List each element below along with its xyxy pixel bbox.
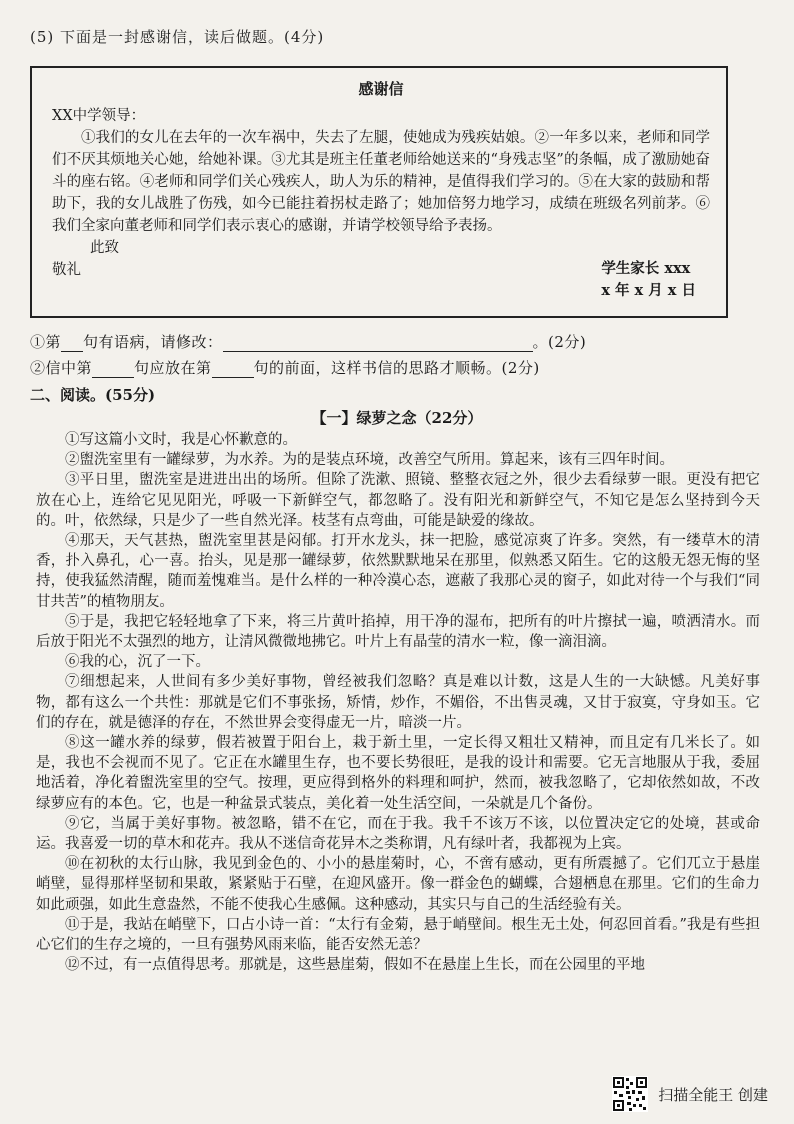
q2-blank-1[interactable] xyxy=(92,361,134,378)
letter-title: 感谢信 xyxy=(358,80,404,98)
question-1 xyxy=(30,331,586,352)
article-paragraph: ⑧这一罐水养的绿萝，假若被置于阳台上，栽于新土里，一定长得又粗壮又精神，而且定有几米长了。如是，我也不会视而不见了。它正在水罐里生存，也不要长势很旺，是我的设计和需要。它无言地服从于我，委屈地活着，净化着盥洗室里的空气。按理，更应得到格外的料理和呵护，然而，被我忽略了，它却依然如故，不改绿萝应有的本色。它，也是一种盆景式装点，美化着一处生活空间，一朵就是几个备份。 xyxy=(36,735,760,812)
article-paragraph: ⑪于是，我站在峭壁下，口占小诗一首：“太行有金菊，悬于峭壁间。根生无土处，何忍回首看。”我是有些担心它们的生存之境的，一旦有强势风雨来临，能否安然无恙？ xyxy=(36,916,760,954)
letter-signature xyxy=(601,258,696,302)
question-instruction: (5) 下面是一封感谢信，读后做题。(4分) xyxy=(30,28,325,46)
q2-blank-2[interactable] xyxy=(212,361,254,378)
article-title: 【一】绿萝之念（22分） xyxy=(311,409,483,427)
letter-box xyxy=(30,66,728,318)
letter-closing-1: 此致 xyxy=(90,240,119,256)
article-paragraph: ⑦细想起来，人世间有多少美好事物，曾经被我们忽略？真是难以计数，这是人生的一大缺憾。凡美好事物，都有这么一个共性：那就是它们不事张扬，矫情，炒作，不媚俗，不出售灵魂，又甘于寂寞，守身如玉。它们的存在，就是德泽的存在，不然世界会变得虚无一片，暗淡一片。 xyxy=(36,674,760,731)
q1-prefix: ①第 xyxy=(30,333,62,351)
q1-score: 。(2分) xyxy=(532,333,587,351)
article-paragraph: ④那天，天气甚热，盥洗室里甚是闷郁。打开水龙头，抹一把脸，感觉凉爽了许多。突然，有一缕草木的清香，扑入鼻孔，心一喜。抬头，见是那一罐绿萝，依然默默地呆在那里，似熟悉又陌生。它的这般无怨无悔的坚持，使我猛然清醒，随而羞愧难当。是什么样的一种冷漠心态，遮蔽了我那心灵的窗子，如此对待一个与我们“同甘共苦”的植物朋友。 xyxy=(36,533,760,610)
article-paragraph: ⑥我的心，沉了一下。 xyxy=(65,654,210,671)
article-paragraph: ③平日里，盥洗室是进进出出的场所。但除了洗漱、照镜、整整衣冠之外，很少去看绿萝一眼。更没有把它放在心上，连给它见见阳光，呼吸一下新鲜空气，都忽略了。没有阳光和新鲜空气，不知它是怎么坚持到今天的。叶，依然绿，只是少了一些自然光泽。枝茎有点弯曲，可能是缺爱的缘故。 xyxy=(36,472,760,529)
scanner-watermark xyxy=(612,1076,768,1112)
letter-signer: 学生家长 xxx xyxy=(601,260,691,277)
section-heading: 二、阅读。(55分) xyxy=(30,386,156,404)
q1-answer-blank[interactable] xyxy=(223,335,533,352)
article-paragraph: ⑤于是，我把它轻轻地拿了下来，将三片黄叶掐掉，用干净的湿布，把所有的叶片擦拭一遍，喷洒清水。而后放于阳光不太强烈的地方，让清风微微地拂它。叶片上有晶莹的清水一粒，像一滴泪滴。 xyxy=(36,613,760,651)
letter-date: x 年 x 月 x 日 xyxy=(601,282,696,299)
q2-suffix: 句的前面，这样书信的思路才顺畅。(2分) xyxy=(253,359,540,377)
article-paragraph: ⑫不过，有一点值得思考。那就是，这些悬崖菊，假如不在悬崖上生长，而在公园里的平地 xyxy=(65,957,645,974)
qr-code-icon xyxy=(612,1076,648,1112)
scanner-watermark-text: 扫描全能王 创建 xyxy=(658,1085,768,1104)
letter-body: ①我们的女儿在去年的一次车祸中，失去了左腿，使她成为残疾姑娘。②一年多以来，老师和同学们不厌其烦地关心她，给她补课。③尤其是班主任董老师给她送来的“身残志坚”的条幅，成了激励她奋斗的座右铭。④老师和同学们关心残疾人，助人为乐的精神，是值得我们学习的。⑤在大家的鼓励和帮助下，我的女儿战胜了伤残，如今已能拄着拐杖走路了；她加倍努力地学习，成绩在班级名列前茅。⑥我们全家向董老师和同学们表示衷心的感谢，并请学校领导给予表扬。 xyxy=(52,130,710,234)
q2-prefix: ②信中第 xyxy=(30,359,93,377)
q2-mid: 句应放在第 xyxy=(134,359,212,377)
letter-closing-2: 敬礼 xyxy=(52,262,81,278)
article-paragraph: ⑩在初秋的太行山脉，我见到金色的、小小的悬崖菊时，心，不啻有感动，更有所震撼了。它们兀立于悬崖峭壁，显得那样坚韧和果敢，紧紧贴于石壁，在迎风盛开。像一群金色的蝴蝶，合翅栖息在那里。它们的生命力如此顽强，如此生意盎然，不能不使我心生感佩。这种感动，其实只与自己的生活经验有关。 xyxy=(36,856,760,913)
article-paragraph: ②盥洗室里有一罐绿萝，为水养。为的是装点环境，改善空气所用。算起来，该有三四年时间。 xyxy=(65,452,674,469)
article-paragraph: ⑨它，当属于美好事物。被忽略，错不在它，而在于我。我千不该万不该，以位置决定它的处境，甚或命运。我喜爱一切的草木和花卉。我从不迷信奇花异木之类称谓，凡有绿叶者，我都视为上宾。 xyxy=(36,815,760,853)
article-paragraph: ①写这篇小文时，我是心怀歉意的。 xyxy=(65,432,297,448)
q1-blank-number[interactable] xyxy=(61,335,83,352)
question-2 xyxy=(30,357,540,378)
letter-salutation: XX中学领导： xyxy=(52,108,146,124)
q1-mid: 句有语病，请修改： xyxy=(83,333,223,351)
article-body xyxy=(36,430,760,975)
